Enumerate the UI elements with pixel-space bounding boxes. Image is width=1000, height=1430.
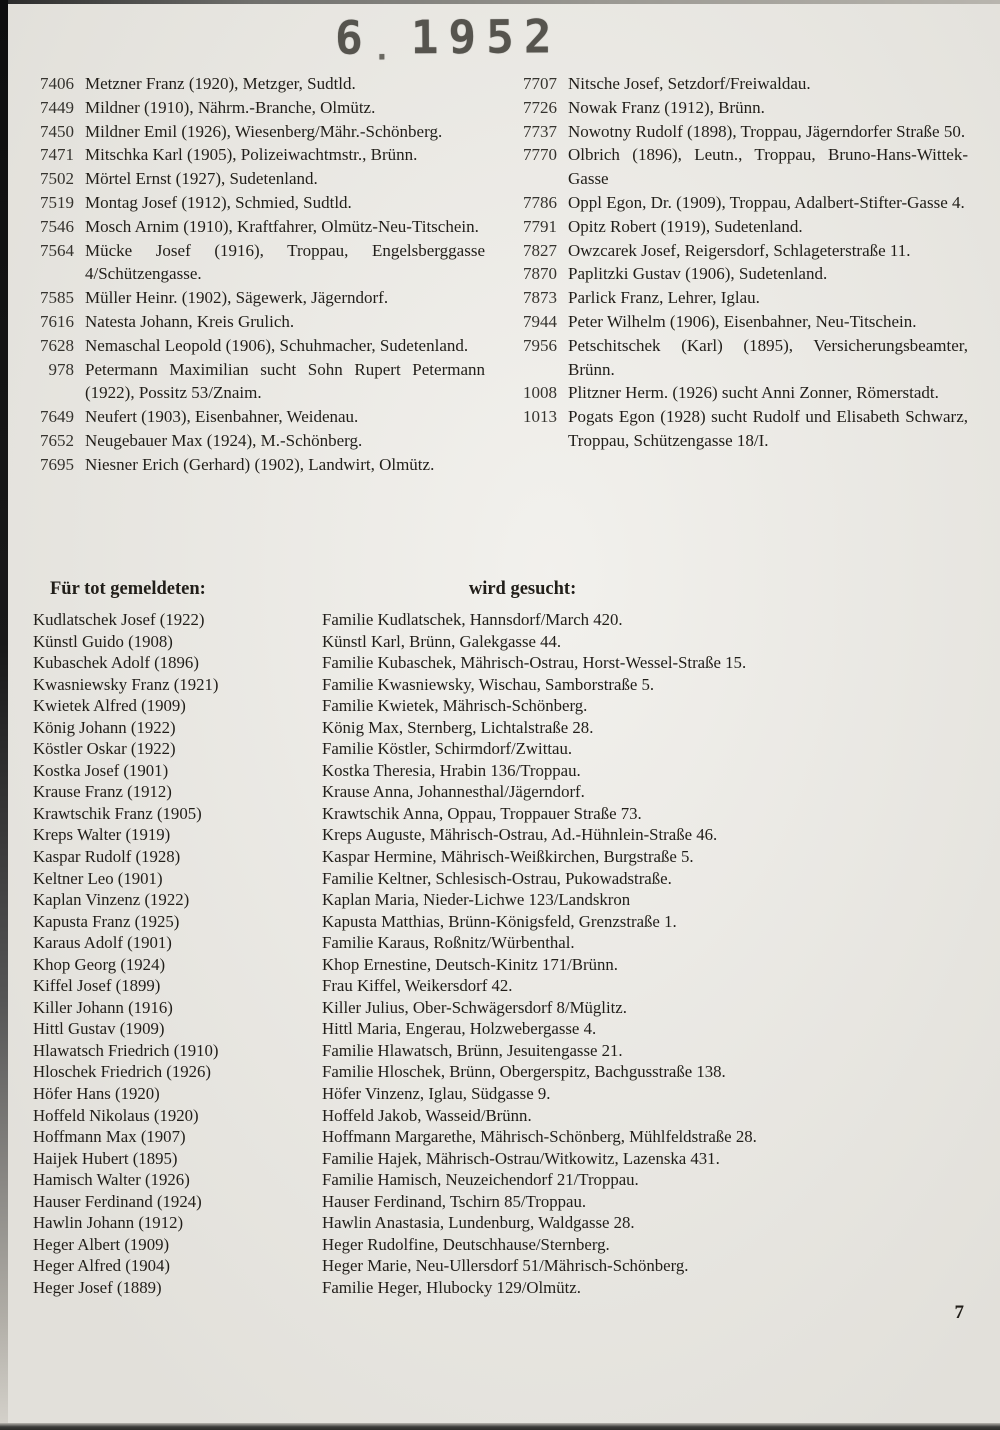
list-item	[511, 120, 968, 144]
search-list-left-column	[28, 72, 485, 477]
table-row	[33, 1169, 982, 1191]
dead-person-name: Kudlatschek Josef (1922)	[33, 610, 205, 629]
sought-contact: Familie Keltner, Schlesisch-Ostrau, Pukowadstraße.	[322, 868, 672, 888]
entry-number: 7707	[523, 74, 557, 93]
entry-number: 7944	[523, 311, 557, 331]
table-row	[33, 717, 982, 739]
entry-text: Mosch Arnim (1910), Kraftfahrer, Olmütz-Neu-Titschein.	[85, 216, 479, 236]
table-row	[33, 868, 982, 890]
entry-text: Mitschka Karl (1905), Polizeiwachtmstr., Brünn.	[85, 145, 418, 165]
list-item	[511, 334, 968, 382]
dead-person-name: Krause Franz (1912)	[33, 782, 172, 802]
sought-contact: Krause Anna, Johannesthal/Jägerndorf.	[322, 782, 585, 802]
entry-number: 7695	[40, 454, 74, 474]
entry-text: Mörtel Ernst (1927), Sudetenland.	[85, 169, 318, 189]
list-item	[511, 191, 968, 215]
reported-dead-header: Für tot gemeldeten:	[50, 579, 206, 599]
search-list-right-column	[511, 72, 968, 477]
table-row	[33, 932, 982, 954]
entry-number: 7791	[523, 216, 557, 236]
sought-contact: Familie Köstler, Schirmdorf/Zwittau.	[322, 739, 573, 759]
sought-contact: Hoffeld Jakob, Wasseid/Brünn.	[322, 1105, 532, 1125]
sought-contact: Familie Karaus, Roßnitz/Würbenthal.	[322, 933, 575, 953]
table-row	[33, 1105, 982, 1127]
list-item	[511, 381, 968, 405]
sought-contact: Heger Marie, Neu-Ullersdorf 51/Mährisch-Schönberg.	[322, 1256, 689, 1276]
entry-text: Müller Heinr. (1902), Sägewerk, Jägerndorf.	[85, 288, 389, 308]
entry-number: 7471	[40, 145, 74, 165]
table-row	[33, 954, 982, 976]
list-item	[28, 96, 485, 120]
numbered-search-list	[28, 72, 968, 477]
table-row	[33, 997, 982, 1019]
dead-person-name: Haijek Hubert (1895)	[33, 1148, 178, 1168]
list-item	[28, 72, 485, 96]
entry-text: Pogats Egon (1928) sucht Rudolf und Elisabeth Schwarz, Troppau, Schützengasse 18/I.	[568, 407, 968, 450]
sought-contact: Heger Rudolfine, Deutschhause/Sternberg.	[322, 1234, 610, 1254]
entry-number: 7616	[40, 311, 74, 331]
entry-number: 7585	[40, 288, 74, 308]
list-item	[511, 262, 968, 286]
entry-number: 7649	[40, 407, 74, 427]
table-row	[33, 674, 982, 696]
list-item	[511, 96, 968, 120]
table-row	[33, 781, 982, 803]
table-row	[33, 911, 982, 933]
entry-number: 978	[48, 359, 74, 379]
list-item	[28, 334, 485, 358]
list-item	[511, 72, 968, 96]
sought-contact: Krawtschik Anna, Oppau, Troppauer Straße 73.	[322, 803, 642, 823]
dead-person-name: Heger Albert (1909)	[33, 1234, 170, 1254]
entry-number: 7406	[40, 74, 74, 93]
entry-text: Parlick Franz, Lehrer, Iglau.	[568, 288, 760, 308]
entry-text: Montag Josef (1912), Schmied, Sudtld.	[85, 192, 352, 212]
entry-number: 7652	[40, 430, 74, 450]
dead-person-name: Heger Alfred (1904)	[33, 1256, 170, 1276]
entry-number: 7873	[523, 288, 557, 308]
table-row	[33, 609, 982, 631]
entry-number: 1013	[523, 407, 557, 427]
table-row	[33, 1191, 982, 1213]
entry-text: Nemaschal Leopold (1906), Schuhmacher, Sudetenland.	[85, 335, 469, 355]
entry-number: 7450	[40, 121, 74, 141]
entry-text: Opitz Robert (1919), Sudetenland.	[568, 216, 803, 236]
sought-contact: Hittl Maria, Engerau, Holzwebergasse 4.	[322, 1019, 597, 1039]
list-item	[28, 453, 485, 477]
dead-person-name: Kwasniewsky Franz (1921)	[33, 674, 219, 694]
table-row	[33, 1212, 982, 1234]
dead-person-name: Khop Georg (1924)	[33, 954, 166, 974]
dead-person-name: Kaplan Vinzenz (1922)	[33, 890, 190, 910]
list-item	[511, 215, 968, 239]
reported-dead-section	[0, 576, 1000, 1299]
list-item	[28, 120, 485, 144]
sought-contact: König Max, Sternberg, Lichtalstraße 28.	[322, 717, 594, 737]
entry-text: Nitsche Josef, Setzdorf/Freiwaldau.	[568, 74, 811, 93]
dead-person-name: Heger Josef (1889)	[33, 1277, 162, 1297]
sought-contact: Kapusta Matthias, Brünn-Königsfeld, Grenzstraße 1.	[322, 911, 677, 931]
sought-contact: Familie Kwietek, Mährisch-Schönberg.	[322, 696, 588, 716]
entry-number: 7564	[40, 240, 74, 260]
sought-contact: Killer Julius, Ober-Schwägersdorf 8/Müglitz.	[322, 997, 627, 1017]
entry-number: 7502	[40, 169, 74, 189]
entry-text: Natesta Johann, Kreis Grulich.	[85, 311, 295, 331]
sought-contact: Kostka Theresia, Hrabin 136/Troppau.	[322, 760, 581, 780]
entry-text: Mildner Emil (1926), Wiesenberg/Mähr.-Schönberg.	[85, 121, 443, 141]
sought-by-header: wird gesucht:	[468, 579, 577, 599]
sought-contact: Frau Kiffel, Weikersdorf 42.	[322, 976, 513, 996]
entry-text: Petermann Maximilian sucht Sohn Rupert Petermann (1922), Possitz 53/Znaim.	[85, 359, 485, 403]
sought-contact: Höfer Vinzenz, Iglau, Südgasse 9.	[322, 1084, 551, 1104]
dead-person-name: Krawtschik Franz (1905)	[33, 803, 202, 823]
dead-person-name: Kreps Walter (1919)	[33, 825, 171, 845]
dead-person-name: Karaus Adolf (1901)	[33, 933, 172, 953]
sought-contact: Familie Hlawatsch, Brünn, Jesuitengasse 21.	[322, 1040, 623, 1060]
stamp-separator: .	[372, 32, 395, 68]
sought-contact: Kaplan Maria, Nieder-Lichwe 123/Landskron	[322, 890, 631, 910]
dead-person-name: Hawlin Johann (1912)	[33, 1213, 184, 1233]
entry-text: Mücke Josef (1916), Troppau, Engelsberggasse 4/Schützengasse.	[85, 240, 485, 284]
dead-person-name: Hamisch Walter (1926)	[33, 1170, 190, 1190]
entry-text: Olbrich (1896), Leutn., Troppau, Bruno-Hans-Wittek-Gasse	[568, 145, 968, 189]
scan-edge-top	[0, 0, 1000, 4]
table-row	[33, 889, 982, 911]
table-row	[33, 803, 982, 825]
entry-number: 7726	[523, 97, 557, 117]
entry-text: Neugebauer Max (1924), M.-Schönberg.	[85, 430, 363, 450]
dead-person-name: Hoffeld Nikolaus (1920)	[33, 1105, 199, 1125]
table-row	[33, 1061, 982, 1083]
entry-number: 7956	[523, 335, 557, 355]
table-row	[33, 652, 982, 674]
date-stamp	[335, 9, 562, 68]
entry-text: Metzner Franz (1920), Metzger, Sudtld.	[85, 74, 356, 93]
entry-text: Mildner (1910), Nährm.-Branche, Olmütz.	[85, 97, 376, 117]
entry-text: Nowotny Rudolf (1898), Troppau, Jägerndorfer Straße 50.	[568, 121, 966, 141]
sought-contact: Familie Kudlatschek, Hannsdorf/March 420.	[322, 610, 623, 629]
entry-number: 7546	[40, 216, 74, 236]
entry-number: 7519	[40, 192, 74, 212]
sought-contact: Hawlin Anastasia, Lundenburg, Waldgasse 28.	[322, 1213, 635, 1233]
list-item	[28, 405, 485, 429]
table-row	[33, 695, 982, 717]
list-item	[28, 191, 485, 215]
entry-text: Oppl Egon, Dr. (1909), Troppau, Adalbert-Stifter-Gasse 4.	[568, 192, 965, 212]
table-row	[33, 738, 982, 760]
table-row	[33, 824, 982, 846]
table-row	[33, 1234, 982, 1256]
list-item	[28, 143, 485, 167]
sought-contact: Hauser Ferdinand, Tschirn 85/Troppau.	[322, 1191, 587, 1211]
sought-contact: Khop Ernestine, Deutsch-Kinitz 171/Brünn.	[322, 954, 618, 974]
dead-person-name: Kubaschek Adolf (1896)	[33, 653, 199, 673]
dead-person-name: Hoffmann Max (1907)	[33, 1127, 186, 1147]
entry-text: Nowak Franz (1912), Brünn.	[568, 97, 765, 117]
entry-number: 7737	[523, 121, 557, 141]
stamp-issue-number: 6	[334, 10, 367, 65]
list-item	[28, 239, 485, 287]
table-row	[33, 631, 982, 653]
dead-person-name: Kapusta Franz (1925)	[33, 911, 180, 931]
table-row	[33, 1277, 982, 1299]
section-headers	[0, 576, 1000, 602]
entry-number: 7827	[523, 240, 557, 260]
dead-person-name: Kostka Josef (1901)	[33, 760, 169, 780]
list-item	[28, 286, 485, 310]
dead-person-name: Kaspar Rudolf (1928)	[33, 847, 181, 867]
list-item	[511, 286, 968, 310]
reported-dead-rows	[0, 609, 1000, 1299]
sought-contact: Kreps Auguste, Mährisch-Ostrau, Ad.-Hühnlein-Straße 46.	[322, 825, 718, 845]
list-item	[511, 239, 968, 263]
table-row	[33, 1126, 982, 1148]
list-item	[511, 143, 968, 191]
entry-text: Owzcarek Josef, Reigersdorf, Schlageterstraße 11.	[568, 240, 911, 260]
table-row	[33, 975, 982, 997]
dead-person-name: König Johann (1922)	[33, 717, 176, 737]
table-row	[33, 1040, 982, 1062]
dead-person-name: Köstler Oskar (1922)	[33, 739, 176, 759]
sought-contact: Familie Heger, Hlubocky 129/Olmütz.	[322, 1277, 581, 1297]
dead-person-name: Hittl Gustav (1909)	[33, 1019, 165, 1039]
list-item	[28, 215, 485, 239]
entry-number: 7449	[40, 97, 74, 117]
sought-contact: Künstl Karl, Brünn, Galekgasse 44.	[322, 631, 562, 651]
entry-text: Paplitzki Gustav (1906), Sudetenland.	[568, 264, 828, 284]
list-item	[511, 405, 968, 453]
table-row	[33, 1148, 982, 1170]
entry-number: 7786	[523, 192, 557, 212]
sought-contact: Hoffmann Margarethe, Mährisch-Schönberg, Mühlfeldstraße 28.	[322, 1127, 757, 1147]
entry-number: 7628	[40, 335, 74, 355]
table-row	[33, 846, 982, 868]
list-item	[511, 310, 968, 334]
table-row	[33, 1255, 982, 1277]
sought-contact: Familie Hloschek, Brünn, Obergerspitz, Bachgusstraße 138.	[322, 1062, 726, 1082]
sought-contact: Familie Hajek, Mährisch-Ostrau/Witkowitz, Lazenska 431.	[322, 1148, 720, 1168]
list-item	[28, 358, 485, 406]
entry-text: Niesner Erich (Gerhard) (1902), Landwirt, Olmütz.	[85, 454, 435, 474]
dead-person-name: Kiffel Josef (1899)	[33, 976, 161, 996]
table-row	[33, 1083, 982, 1105]
dead-person-name: Hlawatsch Friedrich (1910)	[33, 1040, 219, 1060]
entry-text: Neufert (1903), Eisenbahner, Weidenau.	[85, 407, 359, 427]
scan-edge-bottom	[0, 1423, 1000, 1430]
dead-person-name: Killer Johann (1916)	[33, 997, 173, 1017]
dead-person-name: Hloschek Friedrich (1926)	[33, 1062, 212, 1082]
sought-contact: Kaspar Hermine, Mährisch-Weißkirchen, Burgstraße 5.	[322, 847, 694, 867]
sought-contact: Familie Hamisch, Neuzeichendorf 21/Troppau.	[322, 1170, 639, 1190]
sought-contact: Familie Kubaschek, Mährisch-Ostrau, Horst-Wessel-Straße 15.	[322, 653, 747, 673]
table-row	[33, 760, 982, 782]
entry-number: 1008	[523, 383, 557, 403]
dead-person-name: Künstl Guido (1908)	[33, 631, 173, 651]
page-number: 7	[954, 1302, 964, 1323]
entry-text: Peter Wilhelm (1906), Eisenbahner, Neu-Titschein.	[568, 311, 917, 331]
dead-person-name: Höfer Hans (1920)	[33, 1084, 160, 1104]
list-item	[28, 167, 485, 191]
entry-number: 7870	[523, 264, 557, 284]
list-item	[28, 429, 485, 453]
entry-number: 7770	[523, 145, 557, 165]
dead-person-name: Hauser Ferdinand (1924)	[33, 1191, 202, 1211]
dead-person-name: Kwietek Alfred (1909)	[33, 696, 186, 716]
entry-text: Plitzner Herm. (1926) sucht Anni Zonner, Römerstadt.	[568, 383, 939, 403]
list-item	[28, 310, 485, 334]
table-row	[33, 1018, 982, 1040]
entry-text: Petschitschek (Karl) (1895), Versicherungsbeamter, Brünn.	[568, 335, 968, 379]
stamp-year: 1952	[410, 9, 562, 65]
sought-contact: Familie Kwasniewsky, Wischau, Samborstraße 5.	[322, 674, 655, 694]
dead-person-name: Keltner Leo (1901)	[33, 868, 163, 888]
